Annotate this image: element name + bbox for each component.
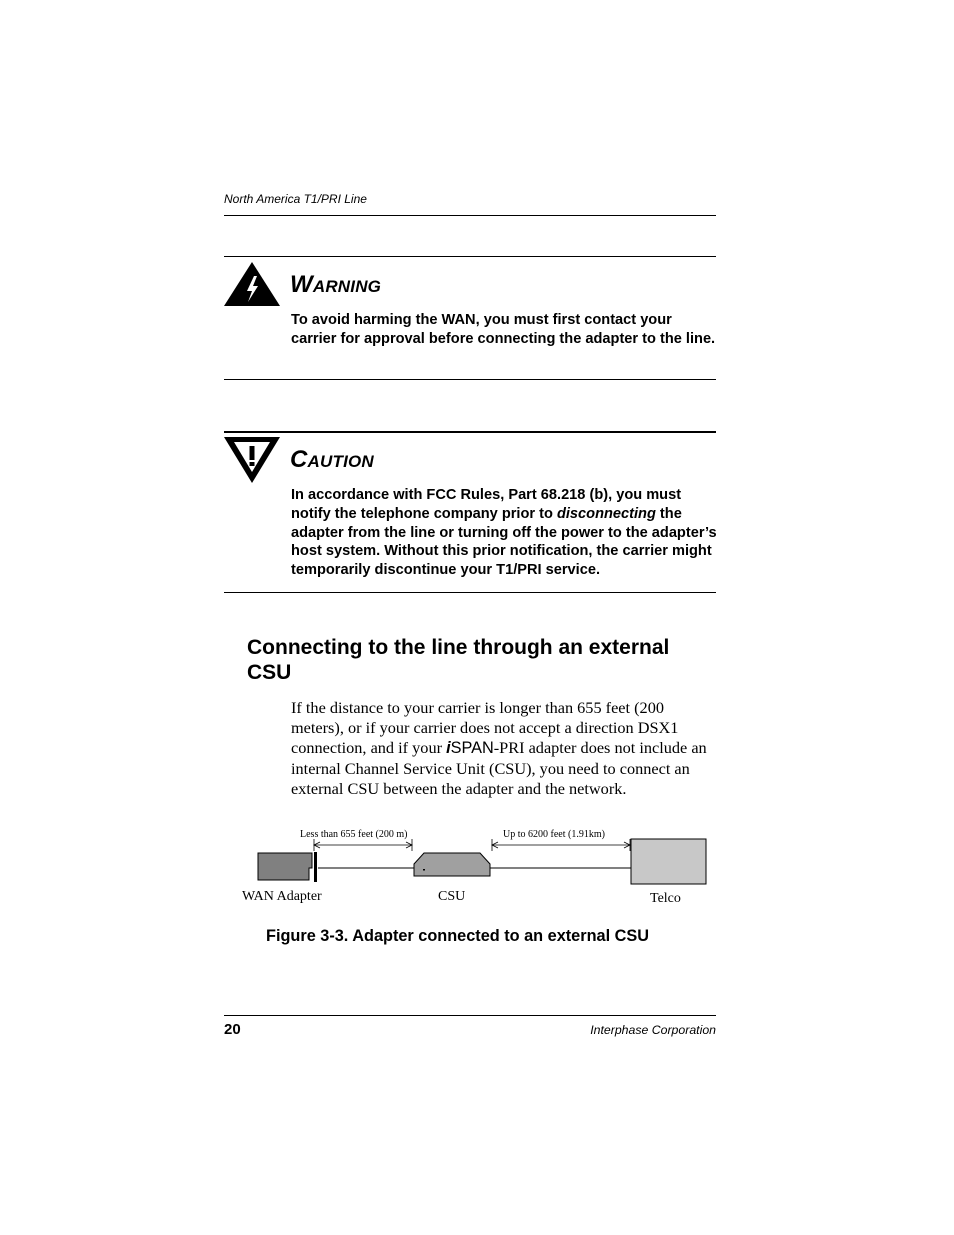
caution-top-rule xyxy=(224,431,716,433)
adapter-bracket xyxy=(314,852,317,882)
distance-arrow-2 xyxy=(492,839,630,851)
figure-caption: Figure 3-3. Adapter connected to an external CSU xyxy=(266,927,649,945)
caution-text-part: In accordance with FCC Rules, Part 68.218 (b), you must notify the telephone company prior to xyxy=(291,487,682,522)
warning-title: Warning xyxy=(290,271,382,298)
csu-shape xyxy=(414,853,490,876)
caution-emphasis: disconnecting xyxy=(556,505,656,522)
footer-company: Interphase Corporation xyxy=(590,1023,716,1037)
telco-label: Telco xyxy=(650,891,681,906)
caution-bottom-rule xyxy=(224,592,716,593)
csu-indicator xyxy=(423,869,425,871)
brand-prefix: i xyxy=(446,739,451,758)
page-number: 20 xyxy=(224,1021,241,1038)
distance-label-1: Less than 655 feet (200 m) xyxy=(300,829,408,840)
csu-label: CSU xyxy=(438,889,466,904)
header-rule xyxy=(224,215,716,216)
body-text-part: If the distance to your carrier is longer than 655 feet (200 meters), or if your carrier does not accept a direction DSX1 connection, and if your xyxy=(291,698,679,758)
connection-diagram xyxy=(238,822,718,908)
caution-title: Caution xyxy=(290,446,374,473)
running-header: North America T1/PRI Line xyxy=(224,192,367,206)
warning-bottom-rule xyxy=(224,379,716,380)
exclamation-triangle-icon xyxy=(224,437,280,484)
wan-adapter-shape xyxy=(258,853,312,880)
section-heading: Connecting to the line through an external CSU xyxy=(247,636,670,684)
wan-adapter-label: WAN Adapter xyxy=(242,889,322,904)
body-text-part: -PRI adapter does not include an internal Channel Service Unit (CSU), you need to connect an external CSU between the adapter and the network. xyxy=(291,738,707,798)
body-paragraph xyxy=(291,698,719,799)
warning-text: To avoid harming the WAN, you must first contact your carrier for approval before connecting the adapter to the line. xyxy=(291,312,716,347)
distance-label-2: Up to 6200 feet (1.91km) xyxy=(503,829,605,840)
telco-shape xyxy=(631,839,706,884)
brand-name: SPAN xyxy=(450,739,494,758)
distance-arrow-1 xyxy=(314,839,412,851)
warning-top-rule xyxy=(224,256,716,257)
footer-rule xyxy=(224,1015,716,1016)
caution-text xyxy=(291,486,719,580)
caution-text-part: the adapter from the line or turning off the power to the adapter’s host system. Without this prior notification, the carrier might temporarily discontinue your T1/PRI service. xyxy=(291,505,717,579)
lightning-bolt-icon xyxy=(224,262,280,307)
